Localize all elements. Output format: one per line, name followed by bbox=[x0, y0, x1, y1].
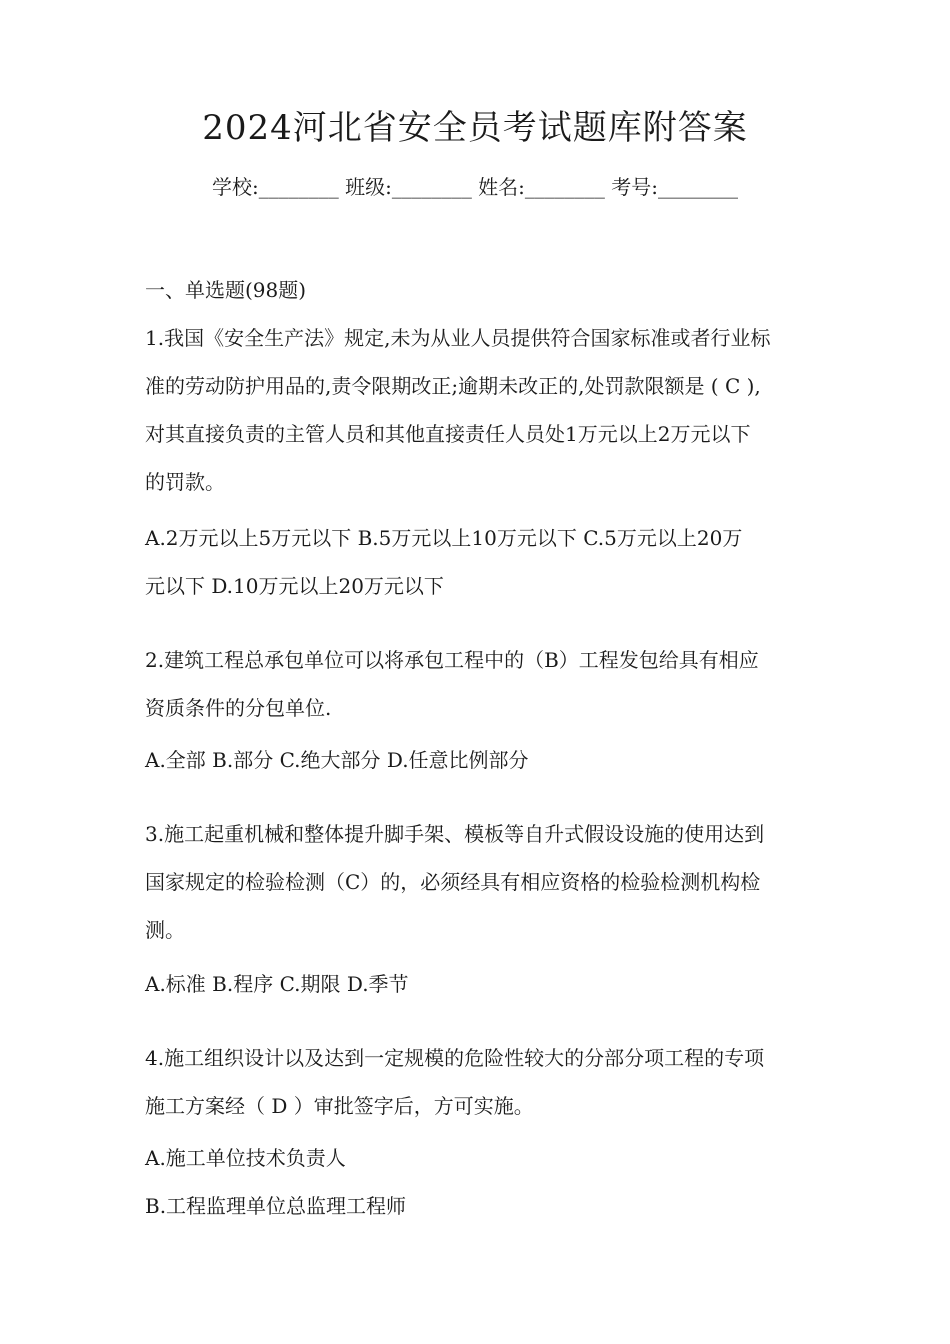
question-line: 2.建筑工程总承包单位可以将承包工程中的（B）工程发包给具有相应 bbox=[145, 648, 759, 672]
question-4-option-a: A.施工单位技术负责人 bbox=[145, 1146, 346, 1170]
option-line: A.2万元以上5万元以下 B.5万元以上10万元以下 C.5万元以上20万 bbox=[145, 526, 743, 550]
question-line: 对其直接负责的主管人员和其他直接责任人员处1万元以上2万元以下 bbox=[145, 422, 751, 446]
question-1-options bbox=[145, 514, 825, 610]
option-line: A.全部 B.部分 C.绝大部分 D.任意比例部分 bbox=[145, 748, 529, 772]
question-4-option-b: B.工程监理单位总监理工程师 bbox=[145, 1194, 407, 1218]
student-info-fields bbox=[0, 170, 950, 204]
question-line: 4.施工组织设计以及达到一定规模的危险性较大的分部分项工程的专项 bbox=[145, 1046, 765, 1070]
question-1-stem bbox=[145, 314, 825, 506]
question-3-options bbox=[145, 960, 825, 1008]
question-line: 3.施工起重机械和整体提升脚手架、模板等自升式假设设施的使用达到 bbox=[145, 822, 765, 846]
option-line: 元以下 D.10万元以上20万元以下 bbox=[145, 574, 444, 598]
question-3-stem bbox=[145, 810, 825, 954]
question-2-stem bbox=[145, 636, 825, 732]
option-line: A.标准 B.程序 C.期限 D.季节 bbox=[145, 972, 409, 996]
question-line: 资质条件的分包单位. bbox=[145, 696, 332, 720]
question-4-stem bbox=[145, 1034, 825, 1130]
question-line: 准的劳动防护用品的,责令限期改正;逾期未改正的,处罚款限额是 ( C ), bbox=[145, 374, 761, 398]
document-title: 2024河北省安全员考试题库附答案 bbox=[202, 108, 748, 148]
question-line: 的罚款。 bbox=[145, 470, 225, 494]
info-fields-text: 学校:________ 班级:________ 姓名:________ 考号:________ bbox=[211, 175, 739, 199]
question-line: 国家规定的检验检测（C）的，必须经具有相应资格的检验检测机构检 bbox=[145, 870, 761, 894]
question-line: 测。 bbox=[145, 918, 185, 942]
question-2-options bbox=[145, 736, 825, 784]
section-title: 一、单选题(98题) bbox=[145, 278, 307, 302]
question-line: 1.我国《安全生产法》规定,未为从业人员提供符合国家标准或者行业标 bbox=[145, 326, 771, 350]
question-line: 施工方案经（ D ）审批签字后，方可实施。 bbox=[145, 1094, 534, 1118]
